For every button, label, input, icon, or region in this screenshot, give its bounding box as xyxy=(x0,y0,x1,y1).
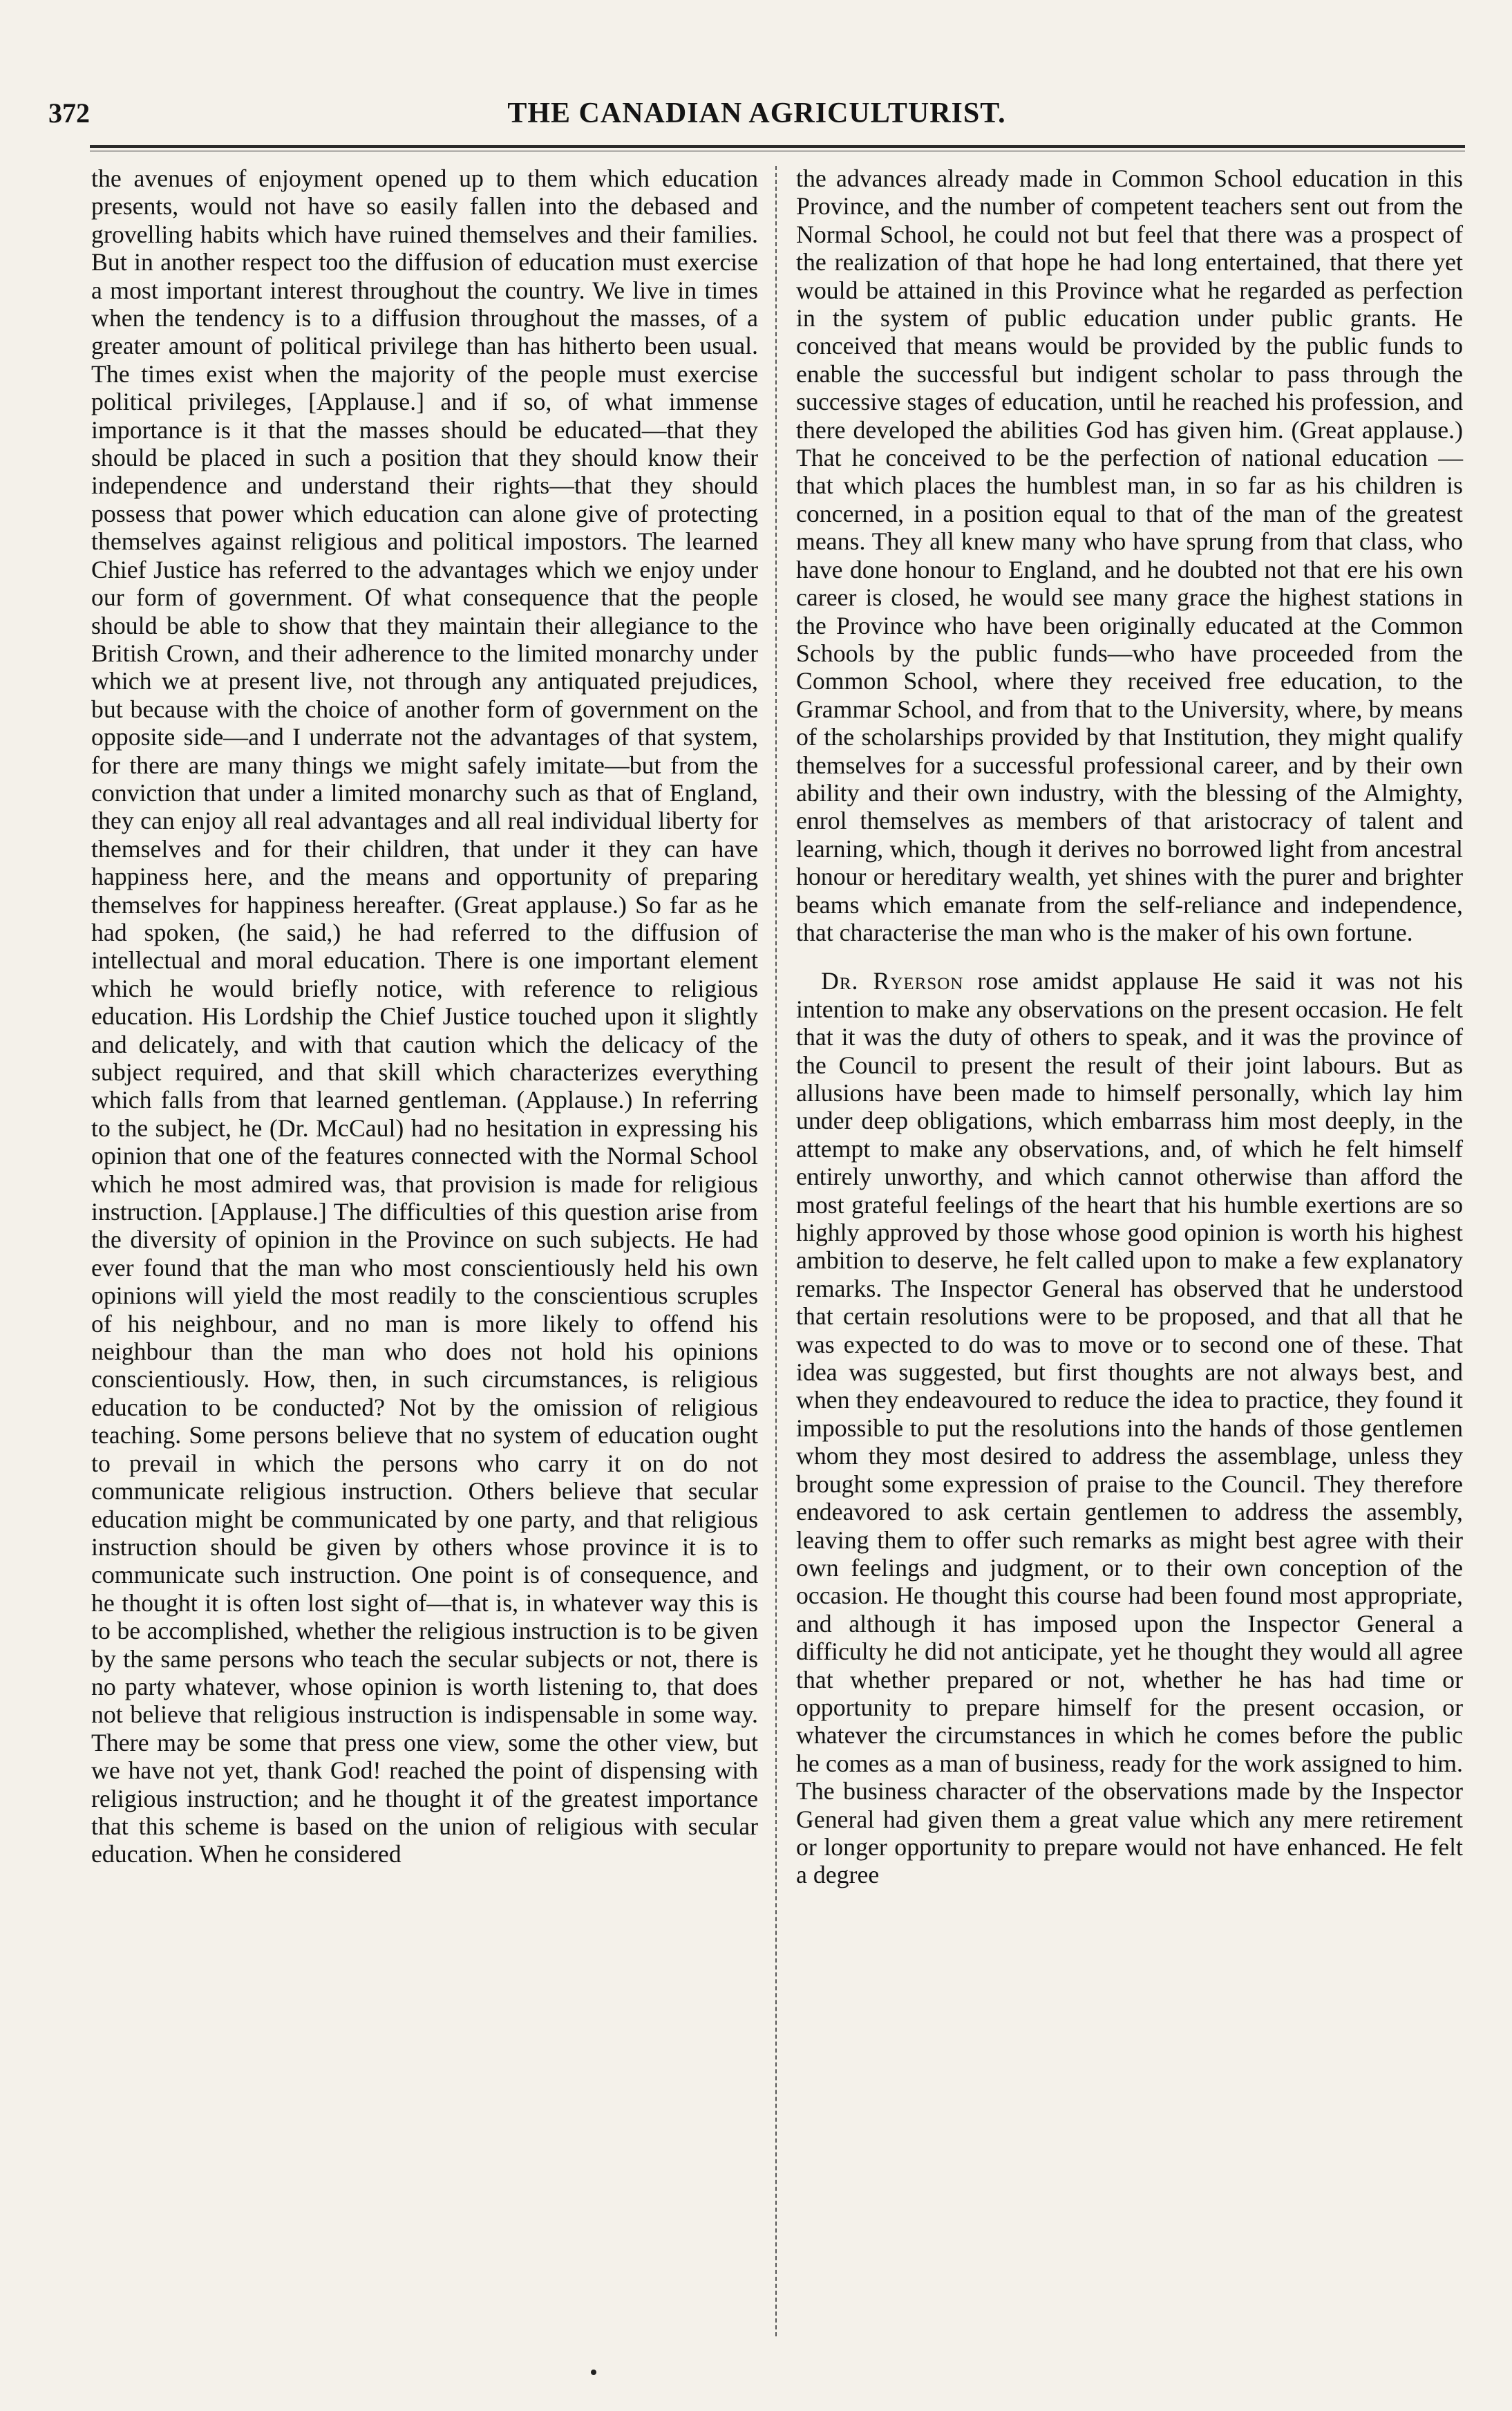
right-paragraph-1: the advances already made in Common School education in this Province, and the number of competent teachers sent out from the Normal School, he could not but feel that there was a prospect of the realization of that hope he had long entertained, that there yet would be attained in this Province what he regarded as perfection in the system of public education under public grants. He conceived that means would be provided by the public funds to enable the successful but indigent scholar to pass through the successive stages of education, until he reached his profession, and there developed the abilities God has given him. (Great applause.) That he conceived to be the perfection of national education — that which places the humblest man, in so far as his children is concerned, in a position equal to that of the man of the greatest means. They all knew many who have sprung from that class, who have done honour to England, and he doubted not that ere his own career is closed, he would see many grace the highest stations in the Province who have been originally educated at the Common Schools by the public funds—who have proceeded from the Common School, where they received free education, to the Grammar School, and from that to the University, where, by means of the scholarships provided by that Institution, they might qualify themselves for a successful professional career, and by their own ability and their own industry, with the blessing of the Almighty, enrol themselves as members of that aristocracy of talent and learning, which, though it derives no borrowed light from ancestral honour or hereditary wealth, yet shines with the purer and brighter beams which emanate from the self-reliance and independence, that characterise the man who is the maker of his own fortune. xyxy=(796,165,1463,946)
speaker-name: Dr. Ryerson xyxy=(821,967,964,995)
left-column xyxy=(91,165,758,1868)
footer-mark xyxy=(591,2370,596,2375)
header-rule xyxy=(90,145,1465,148)
running-title: THE CANADIAN AGRICULTURIST. xyxy=(507,97,1006,129)
page-header xyxy=(48,97,1465,138)
left-paragraph-1: the avenues of enjoyment opened up to them which education presents, would not have so easily fallen into the debased and grovelling habits which have ruined themselves and their families. But in another respect too the diffusion of education must exercise a most important interest throughout the country. We live in times when the tendency is to a diffusion throughout the masses, of a greater amount of political privilege than has hitherto been usual. The times exist when the majority of the people must exercise political privileges, [Applause.] and if so, of what immense importance is it that the masses should be educated—that they should be placed in such a position that they should know their independence and understand their rights—that they should possess that power which education can alone give of protecting themselves against religious and political impostors. The learned Chief Justice has referred to the advantages which we enjoy under our form of government. Of what consequence that the people should be able to show that they maintain their allegiance to the British Crown, and their adherence to the limited monarchy under which we at present live, not through any antiquated prejudices, but because with the choice of another form of government on the opposite side—and I underrate not the advantages of that system, for there are many things we might safely imitate—but from the conviction that under a limited monarchy such as that of England, they can enjoy all real advantages and all real individual liberty for themselves and for their children, that under it they can have happiness here, and the means and opportunity of preparing themselves for happiness hereafter. (Great applause.) So far as he had spoken, (he said,) he had referred to the diffusion of intellectual and moral education. There is one important element which he would briefly notice, with reference to religious education. His Lordship the Chief Justice touched upon it slightly and delicately, and with that caution which the delicacy of the subject required, and that skill which characterizes everything which falls from that learned gentleman. (Applause.) In referring to the subject, he (Dr. McCaul) had no hesitation in expressing his opinion that one of the features connected with the Normal School which he most admired was, that provision is made for religious instruction. [Applause.] The difficulties of this question arise from the diversity of opinion in the Province on such subjects. He had ever found that the man who most conscientiously held his own opinions will yield the most readily to the conscientious scruples of his neighbour, and no man is more likely to offend his neighbour than the man who does not hold his opinions conscientiously. How, then, in such circumstances, is religious education to be conducted? Not by the omission of religious teaching. Some persons believe that no system of education ought to prevail in which the persons who carry it on do not communicate religious instruction. Others believe that secular education might be communicated by one party, and that religious instruction should be given by others whose province it is to communicate such instruction. One point is of consequence, and he thought it is often lost sight of—that is, in whatever way this is to be accomplished, whether the religious instruction is to be given by the same persons who teach the secular subjects or not, there is no party whatever, whose opinion is worth listening to, that does not believe that religious instruction is indispensable in some way. There may be some that press one view, some the other view, but we have not yet, thank God! reached the point of dispensing with religious instruction; and he thought it of the greatest importance that this scheme is based on the union of religious with secular education. When he considered xyxy=(91,165,758,1868)
right-column xyxy=(796,165,1463,1889)
column-divider xyxy=(775,166,777,2336)
right-paragraph-2-text: rose amidst applause He said it was not his intention to make any observations on the present occasion. He felt that it was the duty of others to speak, and it was the province of the Council to present the result of their joint labours. But as allusions have been made to himself personally, which lay him under deep obligations, which embarrass him most deeply, in the attempt to make any observations, and, of which he felt himself entirely unworthy, and which cannot otherwise than afford the most grateful feelings of the heart that his humble exertions are so highly approved by those whose good opinion is worth his highest ambition to deserve, he felt called upon to make a few explanatory remarks. The Inspector General has observed that he understood that certain resolutions were to be proposed, and that all that he was expected to do was to move or to second one of these. That idea was suggested, but first thoughts are not always best, and when they endeavoured to reduce the idea to practice, they found it impossible to put the resolutions into the hands of those gentlemen whom they most desired to address the assemblage, unless they brought some expression of praise to the Council. They therefore endeavored to ask certain gentlemen to address the assembly, leaving them to offer such remarks as might best agree with their own feelings and judgment, or to their own conception of the occasion. He thought this course had been found most appropriate, and although it has imposed upon the Inspector General a difficulty he did not anticipate, yet he thought they would all agree that whether prepared or not, whether he has had time or opportunity to prepare himself for the present occasion, or whatever the circumstances in which he comes before the public he comes as a man of business, ready for the work assigned to him. The business character of the observations made by the Inspector General had given them a great value which any mere retirement or longer opportunity to prepare would not have enhanced. He felt a degree xyxy=(796,967,1463,1889)
page-number: 372 xyxy=(48,97,90,129)
right-paragraph-2 xyxy=(796,967,1463,1888)
